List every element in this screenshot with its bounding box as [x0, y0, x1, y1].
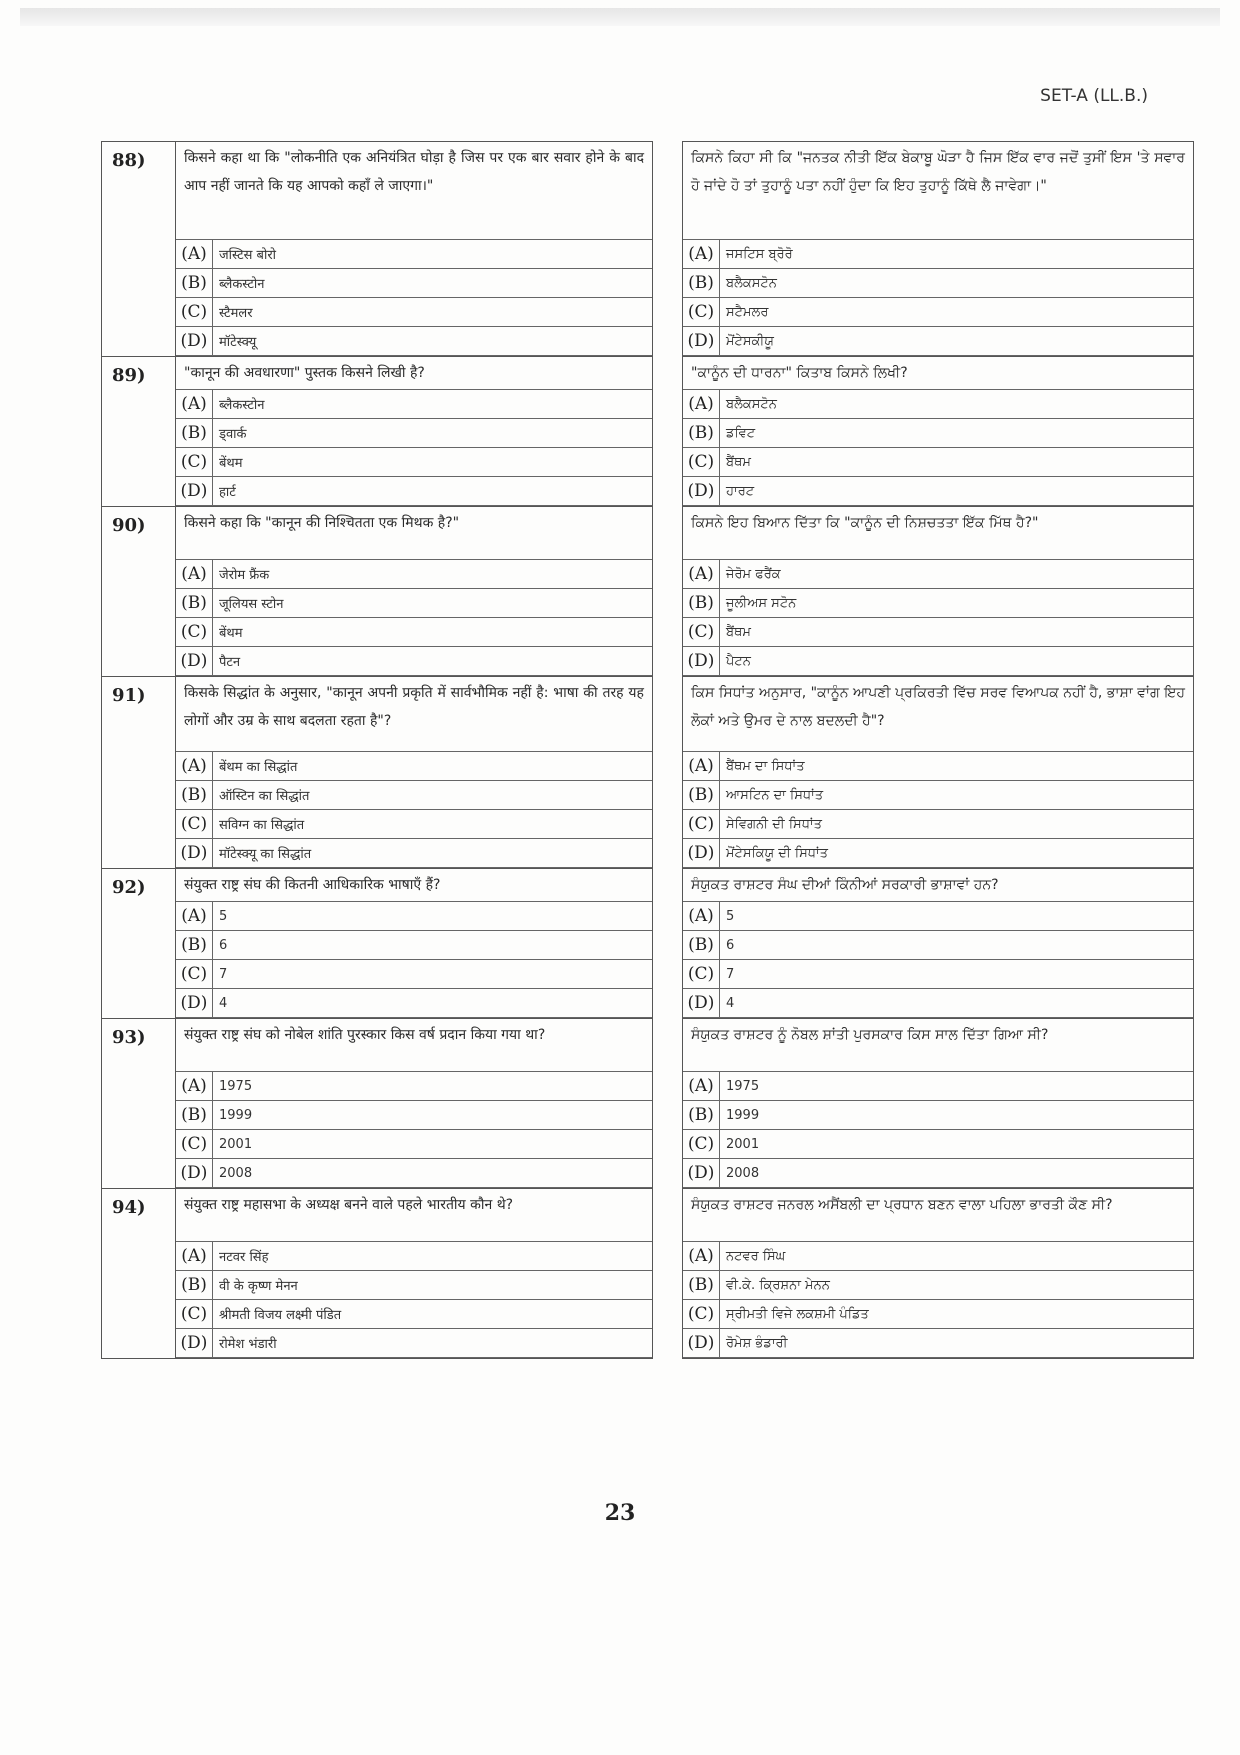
option-row: [176, 781, 652, 810]
option-label: (B): [176, 589, 213, 618]
options-list: [176, 389, 652, 506]
column-gap: [653, 1189, 683, 1359]
option-text: 5: [720, 902, 1194, 931]
option-text: ਸਟੈਮਲਰ: [720, 298, 1194, 327]
option-row: [683, 960, 1193, 989]
option-text: ਡਵਿਟ: [720, 419, 1194, 448]
options-list: [176, 751, 652, 868]
option-text: 6: [213, 931, 653, 960]
option-text: 4: [213, 989, 653, 1018]
option-label: (B): [683, 1101, 720, 1130]
option-text: ब्लैकस्टोन: [213, 390, 653, 419]
option-label: (D): [176, 1159, 213, 1188]
option-label: (A): [683, 902, 720, 931]
option-label: (B): [683, 931, 720, 960]
option-row: [683, 419, 1193, 448]
option-label: (D): [683, 647, 720, 676]
scan-top-shadow: [20, 8, 1220, 26]
option-label: (C): [683, 618, 720, 647]
option-text: वी के कृष्ण मेनन: [213, 1271, 653, 1300]
option-text: ਮੋਂਟੇਸਕੀਯੂ: [720, 327, 1194, 356]
column-gap: [653, 1019, 683, 1189]
option-row: [683, 618, 1193, 647]
option-label: (B): [683, 1271, 720, 1300]
option-text: सविग्न का सिद्धांत: [213, 810, 653, 839]
option-text: 2001: [720, 1130, 1194, 1159]
option-text: ਜੂਲੀਅਸ ਸਟੋਨ: [720, 589, 1194, 618]
option-text: 4: [720, 989, 1194, 1018]
option-label: (B): [176, 1101, 213, 1130]
option-label: (C): [683, 1300, 720, 1329]
punjabi-question-cell: [683, 142, 1194, 357]
hindi-question-cell: [176, 142, 653, 357]
options-list: [683, 389, 1193, 506]
question-row: [102, 677, 1194, 869]
option-row: [683, 1130, 1193, 1159]
option-label: (A): [683, 1242, 720, 1271]
option-row: [683, 839, 1193, 868]
option-label: (C): [176, 1130, 213, 1159]
option-row: [176, 960, 652, 989]
option-text: बेंथम: [213, 448, 653, 477]
option-label: (D): [176, 477, 213, 506]
option-label: (B): [683, 781, 720, 810]
option-row: [176, 269, 652, 298]
option-text: ਆਸਟਿਨ ਦਾ ਸਿਧਾਂਤ: [720, 781, 1194, 810]
option-row: [176, 839, 652, 868]
options-list: [176, 239, 652, 356]
option-label: (A): [176, 1072, 213, 1101]
option-label: (B): [176, 781, 213, 810]
option-text: ਜਸਟਿਸ ਬ੍ਰੋਰੋ: [720, 240, 1194, 269]
options-list: [176, 1071, 652, 1188]
option-label: (C): [683, 1130, 720, 1159]
option-row: [176, 1130, 652, 1159]
options-list: [683, 901, 1193, 1018]
option-label: (B): [176, 269, 213, 298]
hindi-question-text: संयुक्त राष्ट्र महासभा के अध्यक्ष बनने वाले पहले भारतीय कौन थे?: [184, 1197, 514, 1213]
option-text: 7: [720, 960, 1194, 989]
option-row: [683, 989, 1193, 1018]
option-row: [176, 240, 652, 269]
option-row: [683, 1242, 1193, 1271]
option-row: [176, 931, 652, 960]
options-list: [683, 751, 1193, 868]
option-row: [176, 647, 652, 676]
option-row: [176, 902, 652, 931]
option-label: (C): [683, 810, 720, 839]
option-label: (B): [683, 269, 720, 298]
option-label: (D): [683, 839, 720, 868]
option-row: [176, 989, 652, 1018]
option-row: [683, 589, 1193, 618]
question-row: [102, 869, 1194, 1019]
option-text: 6: [720, 931, 1194, 960]
punjabi-question-text: "ਕਾਨੂੰਨ ਦੀ ਧਾਰਨਾ" ਕਿਤਾਬ ਕਿਸਨੇ ਲਿਖੀ?: [691, 365, 908, 381]
option-label: (D): [683, 1329, 720, 1358]
option-label: (D): [683, 1159, 720, 1188]
option-text: ਬੈਂਥਮ: [720, 618, 1194, 647]
option-row: [683, 810, 1193, 839]
option-row: [683, 298, 1193, 327]
option-row: [176, 477, 652, 506]
option-label: (D): [683, 989, 720, 1018]
hindi-question-cell: [176, 357, 653, 507]
option-text: जूलियस स्टोन: [213, 589, 653, 618]
option-text: 7: [213, 960, 653, 989]
option-row: [176, 1072, 652, 1101]
option-row: [176, 810, 652, 839]
option-label: (B): [176, 419, 213, 448]
option-label: (A): [176, 752, 213, 781]
option-row: [683, 448, 1193, 477]
hindi-question-cell: [176, 507, 653, 677]
option-text: 1999: [720, 1101, 1194, 1130]
option-text: श्रीमती विजय लक्ष्मी पंडित: [213, 1300, 653, 1329]
option-text: ब्लैकस्टोन: [213, 269, 653, 298]
question-row: [102, 1189, 1194, 1359]
punjabi-question-cell: [683, 1189, 1194, 1359]
punjabi-question-cell: [683, 507, 1194, 677]
option-row: [176, 1242, 652, 1271]
option-label: (A): [683, 1072, 720, 1101]
option-row: [176, 419, 652, 448]
punjabi-question-text: ਕਿਸਨੇ ਕਿਹਾ ਸੀ ਕਿ "ਜਨਤਕ ਨੀਤੀ ਇੱਕ ਬੇਕਾਬੂ ਘੋੜਾ ਹੈ ਜਿਸ ਇੱਕ ਵਾਰ ਜਦੋਂ ਤੁਸੀਂ ਇਸ 'ਤੇ ਸਵਾਰ ਹੋ ਜਾਂਦੇ ਹੋ ਤਾਂ ਤੁਹਾਨੂੰ ਪਤਾ ਨਹੀਂ ਹੁੰਦਾ ਕਿ ਇਹ ਤੁਹਾਨੂੰ ਕਿੱਥੇ ਲੈ ਜਾਵੇਗਾ।": [691, 150, 1185, 194]
option-row: [683, 1300, 1193, 1329]
option-label: (C): [176, 1300, 213, 1329]
option-row: [176, 390, 652, 419]
hindi-question-text: किसने कहा था कि "लोकनीति एक अनियंत्रित घोड़ा है जिस पर एक बार सवार होने के बाद आप नहीं जानते कि यह आपको कहाँ ले जाएगा।": [184, 150, 644, 194]
question-number: 88): [102, 142, 176, 357]
option-text: 1975: [213, 1072, 653, 1101]
option-text: ਰੋਮੇਸ਼ ਭੰਡਾਰੀ: [720, 1329, 1194, 1358]
option-row: [176, 1101, 652, 1130]
option-row: [683, 1072, 1193, 1101]
option-label: (B): [683, 419, 720, 448]
punjabi-question-text: ਸੰਯੁਕਤ ਰਾਸ਼ਟਰ ਸੰਘ ਦੀਆਂ ਕਿੰਨੀਆਂ ਸਰਕਾਰੀ ਭਾਸ਼ਾਵਾਂ ਹਨ?: [691, 877, 999, 893]
option-text: ड्वार्क: [213, 419, 653, 448]
option-text: ਨਟਵਰ ਸਿੰਘ: [720, 1242, 1194, 1271]
option-label: (A): [683, 752, 720, 781]
option-text: 5: [213, 902, 653, 931]
option-label: (D): [176, 647, 213, 676]
column-gap: [653, 869, 683, 1019]
options-list: [683, 1241, 1193, 1358]
question-row: [102, 357, 1194, 507]
option-label: (A): [176, 560, 213, 589]
option-label: (B): [176, 1271, 213, 1300]
option-row: [176, 589, 652, 618]
option-text: ਵੀ.ਕੇ. ਕ੍ਰਿਸ਼ਨਾ ਮੇਨਨ: [720, 1271, 1194, 1300]
punjabi-question-text: ਸੰਯੁਕਤ ਰਾਸ਼ਟਰ ਜਨਰਲ ਅਸੈਂਬਲੀ ਦਾ ਪ੍ਰਧਾਨ ਬਣਨ ਵਾਲਾ ਪਹਿਲਾ ਭਾਰਤੀ ਕੌਣ ਸੀ?: [691, 1197, 1113, 1213]
option-row: [683, 752, 1193, 781]
option-text: 1975: [720, 1072, 1194, 1101]
option-text: जेरोम फ्रैंक: [213, 560, 653, 589]
column-gap: [653, 357, 683, 507]
option-label: (A): [683, 390, 720, 419]
option-row: [176, 448, 652, 477]
option-label: (A): [683, 240, 720, 269]
option-row: [683, 781, 1193, 810]
option-text: रोमेश भंडारी: [213, 1329, 653, 1358]
option-label: (D): [176, 839, 213, 868]
punjabi-question-cell: [683, 677, 1194, 869]
option-label: (A): [176, 1242, 213, 1271]
option-text: मॉटेस्क्यू: [213, 327, 653, 356]
option-text: ਮੋਂਟੇਸਕਿਯੂ ਦੀ ਸਿਧਾਂਤ: [720, 839, 1194, 868]
option-row: [683, 1101, 1193, 1130]
punjabi-question-text: ਕਿਸ ਸਿਧਾਂਤ ਅਨੁਸਾਰ, "ਕਾਨੂੰਨ ਆਪਣੀ ਪ੍ਰਕਿਰਤੀ ਵਿੱਚ ਸਰਵ ਵਿਆਪਕ ਨਹੀਂ ਹੈ, ਭਾਸ਼ਾ ਵਾਂਗ ਇਹ ਲੋਕਾਂ ਅਤੇ ਉਮਰ ਦੇ ਨਾਲ ਬਦਲਦੀ ਹੈ"?: [691, 685, 1185, 729]
option-text: जस्टिस बोरो: [213, 240, 653, 269]
option-text: 1999: [213, 1101, 653, 1130]
question-row: [102, 142, 1194, 357]
option-label: (C): [176, 810, 213, 839]
hindi-question-text: किसने कहा कि "कानून की निश्चितता एक मिथक है?": [184, 515, 460, 531]
option-text: ਬਲੈਕਸਟੋਨ: [720, 269, 1194, 298]
option-text: 2001: [213, 1130, 653, 1159]
option-label: (D): [176, 327, 213, 356]
option-row: [683, 240, 1193, 269]
options-list: [176, 559, 652, 676]
punjabi-question-text: ਕਿਸਨੇ ਇਹ ਬਿਆਨ ਦਿੱਤਾ ਕਿ "ਕਾਨੂੰਨ ਦੀ ਨਿਸ਼ਚਤਤਾ ਇੱਕ ਮਿੱਥ ਹੈ?": [691, 515, 1039, 531]
question-table: [101, 141, 1194, 1359]
option-row: [176, 327, 652, 356]
punjabi-question-text: ਸੰਯੁਕਤ ਰਾਸ਼ਟਰ ਨੂੰ ਨੋਬਲ ਸ਼ਾਂਤੀ ਪੁਰਸਕਾਰ ਕਿਸ ਸਾਲ ਦਿੱਤਾ ਗਿਆ ਸੀ?: [691, 1027, 1049, 1043]
option-text: ऑस्टिन का सिद्धांत: [213, 781, 653, 810]
option-row: [176, 298, 652, 327]
hindi-question-cell: [176, 869, 653, 1019]
punjabi-question-cell: [683, 1019, 1194, 1189]
hindi-question-cell: [176, 1019, 653, 1189]
option-text: नटवर सिंह: [213, 1242, 653, 1271]
option-row: [683, 327, 1193, 356]
option-row: [176, 1329, 652, 1358]
page-number: 23: [604, 1500, 636, 1526]
question-number: 94): [102, 1189, 176, 1359]
option-row: [683, 902, 1193, 931]
option-row: [176, 618, 652, 647]
option-row: [683, 1271, 1193, 1300]
option-label: (A): [176, 902, 213, 931]
hindi-question-text: किसके सिद्धांत के अनुसार, "कानून अपनी प्रकृति में सार्वभौमिक नहीं है: भाषा की तरह यह लोगों और उम्र के साथ बदलता रहता है"?: [184, 685, 644, 729]
option-row: [176, 1159, 652, 1188]
column-gap: [653, 677, 683, 869]
option-label: (C): [683, 960, 720, 989]
option-label: (A): [176, 240, 213, 269]
option-text: ਸ੍ਰੀਮਤੀ ਵਿਜੇ ਲਕਸ਼ਮੀ ਪੰਡਿਤ: [720, 1300, 1194, 1329]
hindi-question-text: संयुक्त राष्ट्र संघ की कितनी आधिकारिक भाषाएँ हैं?: [184, 877, 441, 893]
option-text: 2008: [213, 1159, 653, 1188]
option-row: [176, 1271, 652, 1300]
option-row: [683, 1329, 1193, 1358]
option-row: [176, 752, 652, 781]
option-text: ਬੈਂਥਮ: [720, 448, 1194, 477]
option-text: ਸੇਵਿਗਨੀ ਦੀ ਸਿਧਾਂਤ: [720, 810, 1194, 839]
option-label: (C): [176, 298, 213, 327]
question-number: 89): [102, 357, 176, 507]
options-list: [683, 559, 1193, 676]
option-label: (C): [683, 298, 720, 327]
question-number: 93): [102, 1019, 176, 1189]
option-text: बेंथम: [213, 618, 653, 647]
question-number: 91): [102, 677, 176, 869]
option-row: [683, 1159, 1193, 1188]
hindi-question-cell: [176, 677, 653, 869]
option-row: [683, 477, 1193, 506]
question-row: [102, 507, 1194, 677]
options-list: [176, 901, 652, 1018]
option-text: ਬਲੈਕਸਟੋਨ: [720, 390, 1194, 419]
option-text: हार्ट: [213, 477, 653, 506]
option-text: 2008: [720, 1159, 1194, 1188]
options-list: [683, 1071, 1193, 1188]
option-text: ਹਾਰਟ: [720, 477, 1194, 506]
hindi-question-text: "कानून की अवधारणा" पुस्तक किसने लिखी है?: [184, 365, 425, 381]
options-list: [176, 1241, 652, 1358]
option-row: [176, 1300, 652, 1329]
option-text: ਜੇਰੋਮ ਫਰੈਂਕ: [720, 560, 1194, 589]
question-row: [102, 1019, 1194, 1189]
set-label: SET-A (LL.B.): [1040, 86, 1148, 106]
hindi-question-cell: [176, 1189, 653, 1359]
option-label: (A): [176, 390, 213, 419]
option-label: (C): [176, 448, 213, 477]
option-row: [683, 390, 1193, 419]
option-label: (D): [176, 1329, 213, 1358]
option-label: (C): [176, 960, 213, 989]
option-label: (D): [176, 989, 213, 1018]
question-number: 90): [102, 507, 176, 677]
option-label: (D): [683, 477, 720, 506]
option-text: ਪੈਟਨ: [720, 647, 1194, 676]
option-text: ਬੈਂਥਮ ਦਾ ਸਿਧਾਂਤ: [720, 752, 1194, 781]
option-row: [683, 647, 1193, 676]
option-text: पैटन: [213, 647, 653, 676]
option-label: (A): [683, 560, 720, 589]
options-list: [683, 239, 1193, 356]
option-text: स्टैमलर: [213, 298, 653, 327]
option-text: मॉटेस्क्यू का सिद्धांत: [213, 839, 653, 868]
option-label: (C): [683, 448, 720, 477]
option-label: (B): [683, 589, 720, 618]
option-label: (B): [176, 931, 213, 960]
hindi-question-text: संयुक्त राष्ट्र संघ को नोबेल शांति पुरस्कार किस वर्ष प्रदान किया गया था?: [184, 1027, 546, 1043]
option-label: (C): [176, 618, 213, 647]
option-text: बेंथम का सिद्धांत: [213, 752, 653, 781]
option-row: [176, 560, 652, 589]
punjabi-question-cell: [683, 357, 1194, 507]
option-label: (D): [683, 327, 720, 356]
column-gap: [653, 507, 683, 677]
question-number: 92): [102, 869, 176, 1019]
column-gap: [653, 142, 683, 357]
punjabi-question-cell: [683, 869, 1194, 1019]
option-row: [683, 931, 1193, 960]
option-row: [683, 269, 1193, 298]
option-row: [683, 560, 1193, 589]
